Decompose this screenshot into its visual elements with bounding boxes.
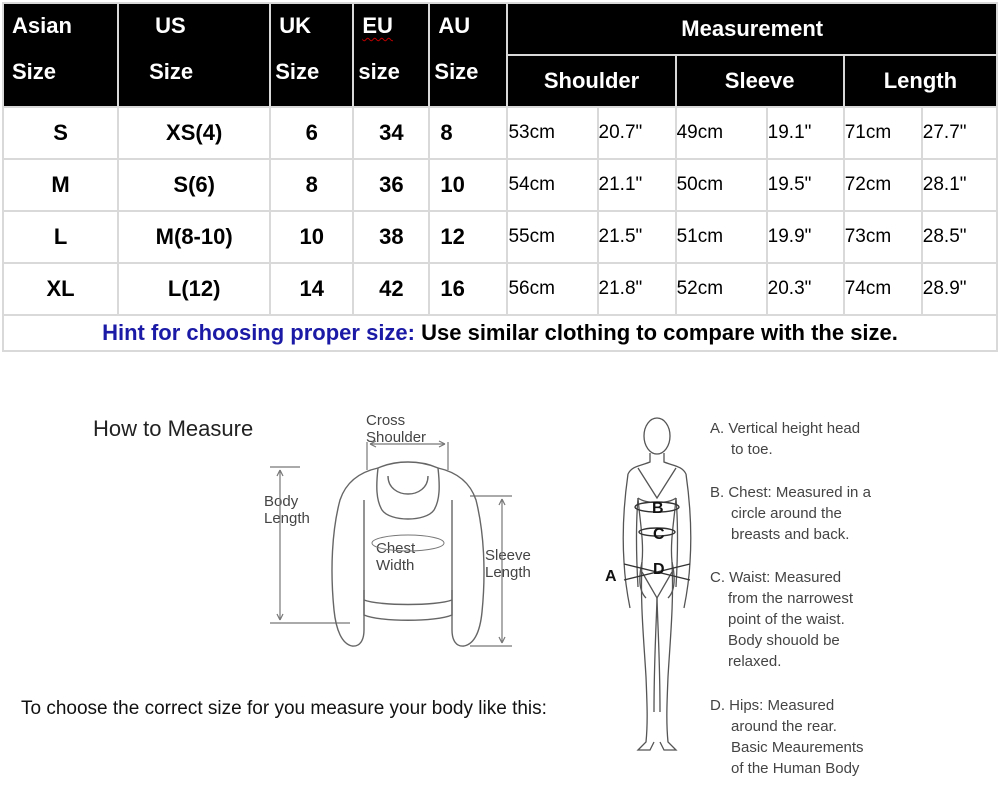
au-size-cell: 16: [430, 264, 506, 314]
shoulder-cm-cell: 53cm: [508, 108, 596, 158]
eu-size-cell: 38: [354, 212, 428, 262]
hint-label: Hint for choosing proper size:: [102, 320, 415, 345]
sleeve-length-label: Sleeve Length: [485, 547, 531, 581]
header-shoulder: Shoulder: [508, 56, 674, 106]
sleeve-in-cell: 19.1": [768, 108, 843, 158]
us-size-cell: L(12): [119, 264, 269, 314]
sleeve-cm-cell: 52cm: [677, 264, 766, 314]
uk-size-cell: 6: [271, 108, 352, 158]
table-row: [4, 108, 996, 158]
us-size-cell: XS(4): [119, 108, 269, 158]
header-measurement: Measurement: [508, 4, 996, 54]
letter-c: C: [653, 526, 665, 543]
sleeve-in-cell: 19.5": [768, 160, 843, 210]
asian-size-cell: XL: [4, 264, 117, 314]
length-cm-cell: 72cm: [845, 160, 921, 210]
legend-c: C. Waist: Measured from the narrowest point of the waist. Body shouold be relaxed.: [710, 569, 854, 670]
header-au-size: AU Size: [430, 4, 506, 106]
legend-b: B. Chest: Measured in a circle around the breasts and back.: [710, 484, 871, 543]
eu-size-cell: 36: [354, 160, 428, 210]
asian-size-cell: L: [4, 212, 117, 262]
uk-size-cell: 14: [271, 264, 352, 314]
length-in-cell: 28.9": [923, 264, 996, 314]
us-size-cell: M(8-10): [119, 212, 269, 262]
how-to-measure-title: How to Measure: [93, 416, 254, 441]
sleeve-cm-cell: 49cm: [677, 108, 766, 158]
legend-a: A. Vertical height head to toe.: [710, 420, 861, 458]
shoulder-cm-cell: 54cm: [508, 160, 596, 210]
length-in-cell: 27.7": [923, 108, 996, 158]
uk-size-cell: 10: [271, 212, 352, 262]
shoulder-cm-cell: 55cm: [508, 212, 596, 262]
sleeve-in-cell: 20.3": [768, 264, 843, 314]
table-row: [4, 212, 996, 262]
shoulder-in-cell: 21.5": [599, 212, 675, 262]
size-chart-table: [2, 2, 998, 352]
au-size-cell: 8: [430, 108, 506, 158]
sweater-diagram: [260, 440, 520, 655]
body-figure: [610, 412, 710, 762]
asian-size-cell: S: [4, 108, 117, 158]
au-size-cell: 10: [430, 160, 506, 210]
shoulder-cm-cell: 56cm: [508, 264, 596, 314]
eu-size-cell: 42: [354, 264, 428, 314]
length-in-cell: 28.5": [923, 212, 996, 262]
size-hint: [4, 316, 996, 350]
length-cm-cell: 74cm: [845, 264, 921, 314]
sweater-outline: [332, 462, 484, 646]
sleeve-in-cell: 19.9": [768, 212, 843, 262]
cross-shoulder-label: Cross Shoulder: [366, 412, 427, 446]
sleeve-cm-cell: 51cm: [677, 212, 766, 262]
header-uk-size: UK Size: [271, 4, 352, 106]
chest-width-label: Chest Width: [376, 540, 416, 574]
asian-size-cell: M: [4, 160, 117, 210]
legend-d: D. Hips: Measured around the rear. Basic Meaurements of the Human Body: [710, 697, 864, 777]
measure-instruction: To choose the correct size for you measure your body like this:: [21, 698, 547, 719]
shoulder-in-cell: 20.7": [599, 108, 675, 158]
us-size-cell: S(6): [119, 160, 269, 210]
letter-d: D: [653, 561, 665, 578]
letter-a: A: [605, 568, 617, 585]
head-outline: [644, 418, 670, 454]
hint-text: Use similar clothing to compare with the size.: [415, 320, 898, 345]
header-us-size: US Size: [119, 4, 269, 106]
body-length-label: Body Length: [264, 493, 310, 527]
shoulder-in-cell: 21.8": [599, 264, 675, 314]
table-row: [4, 264, 996, 314]
table-row: [4, 160, 996, 210]
header-sleeve: Sleeve: [677, 56, 843, 106]
shoulder-in-cell: 21.1": [599, 160, 675, 210]
uk-size-cell: 8: [271, 160, 352, 210]
sleeve-cm-cell: 50cm: [677, 160, 766, 210]
header-length: Length: [845, 56, 996, 106]
length-cm-cell: 73cm: [845, 212, 921, 262]
header-eu-size: EU size: [354, 4, 428, 106]
letter-b: B: [652, 500, 664, 517]
length-in-cell: 28.1": [923, 160, 996, 210]
au-size-cell: 12: [430, 212, 506, 262]
eu-size-cell: 34: [354, 108, 428, 158]
header-asian-size: Asian Size: [4, 4, 117, 106]
length-cm-cell: 71cm: [845, 108, 921, 158]
